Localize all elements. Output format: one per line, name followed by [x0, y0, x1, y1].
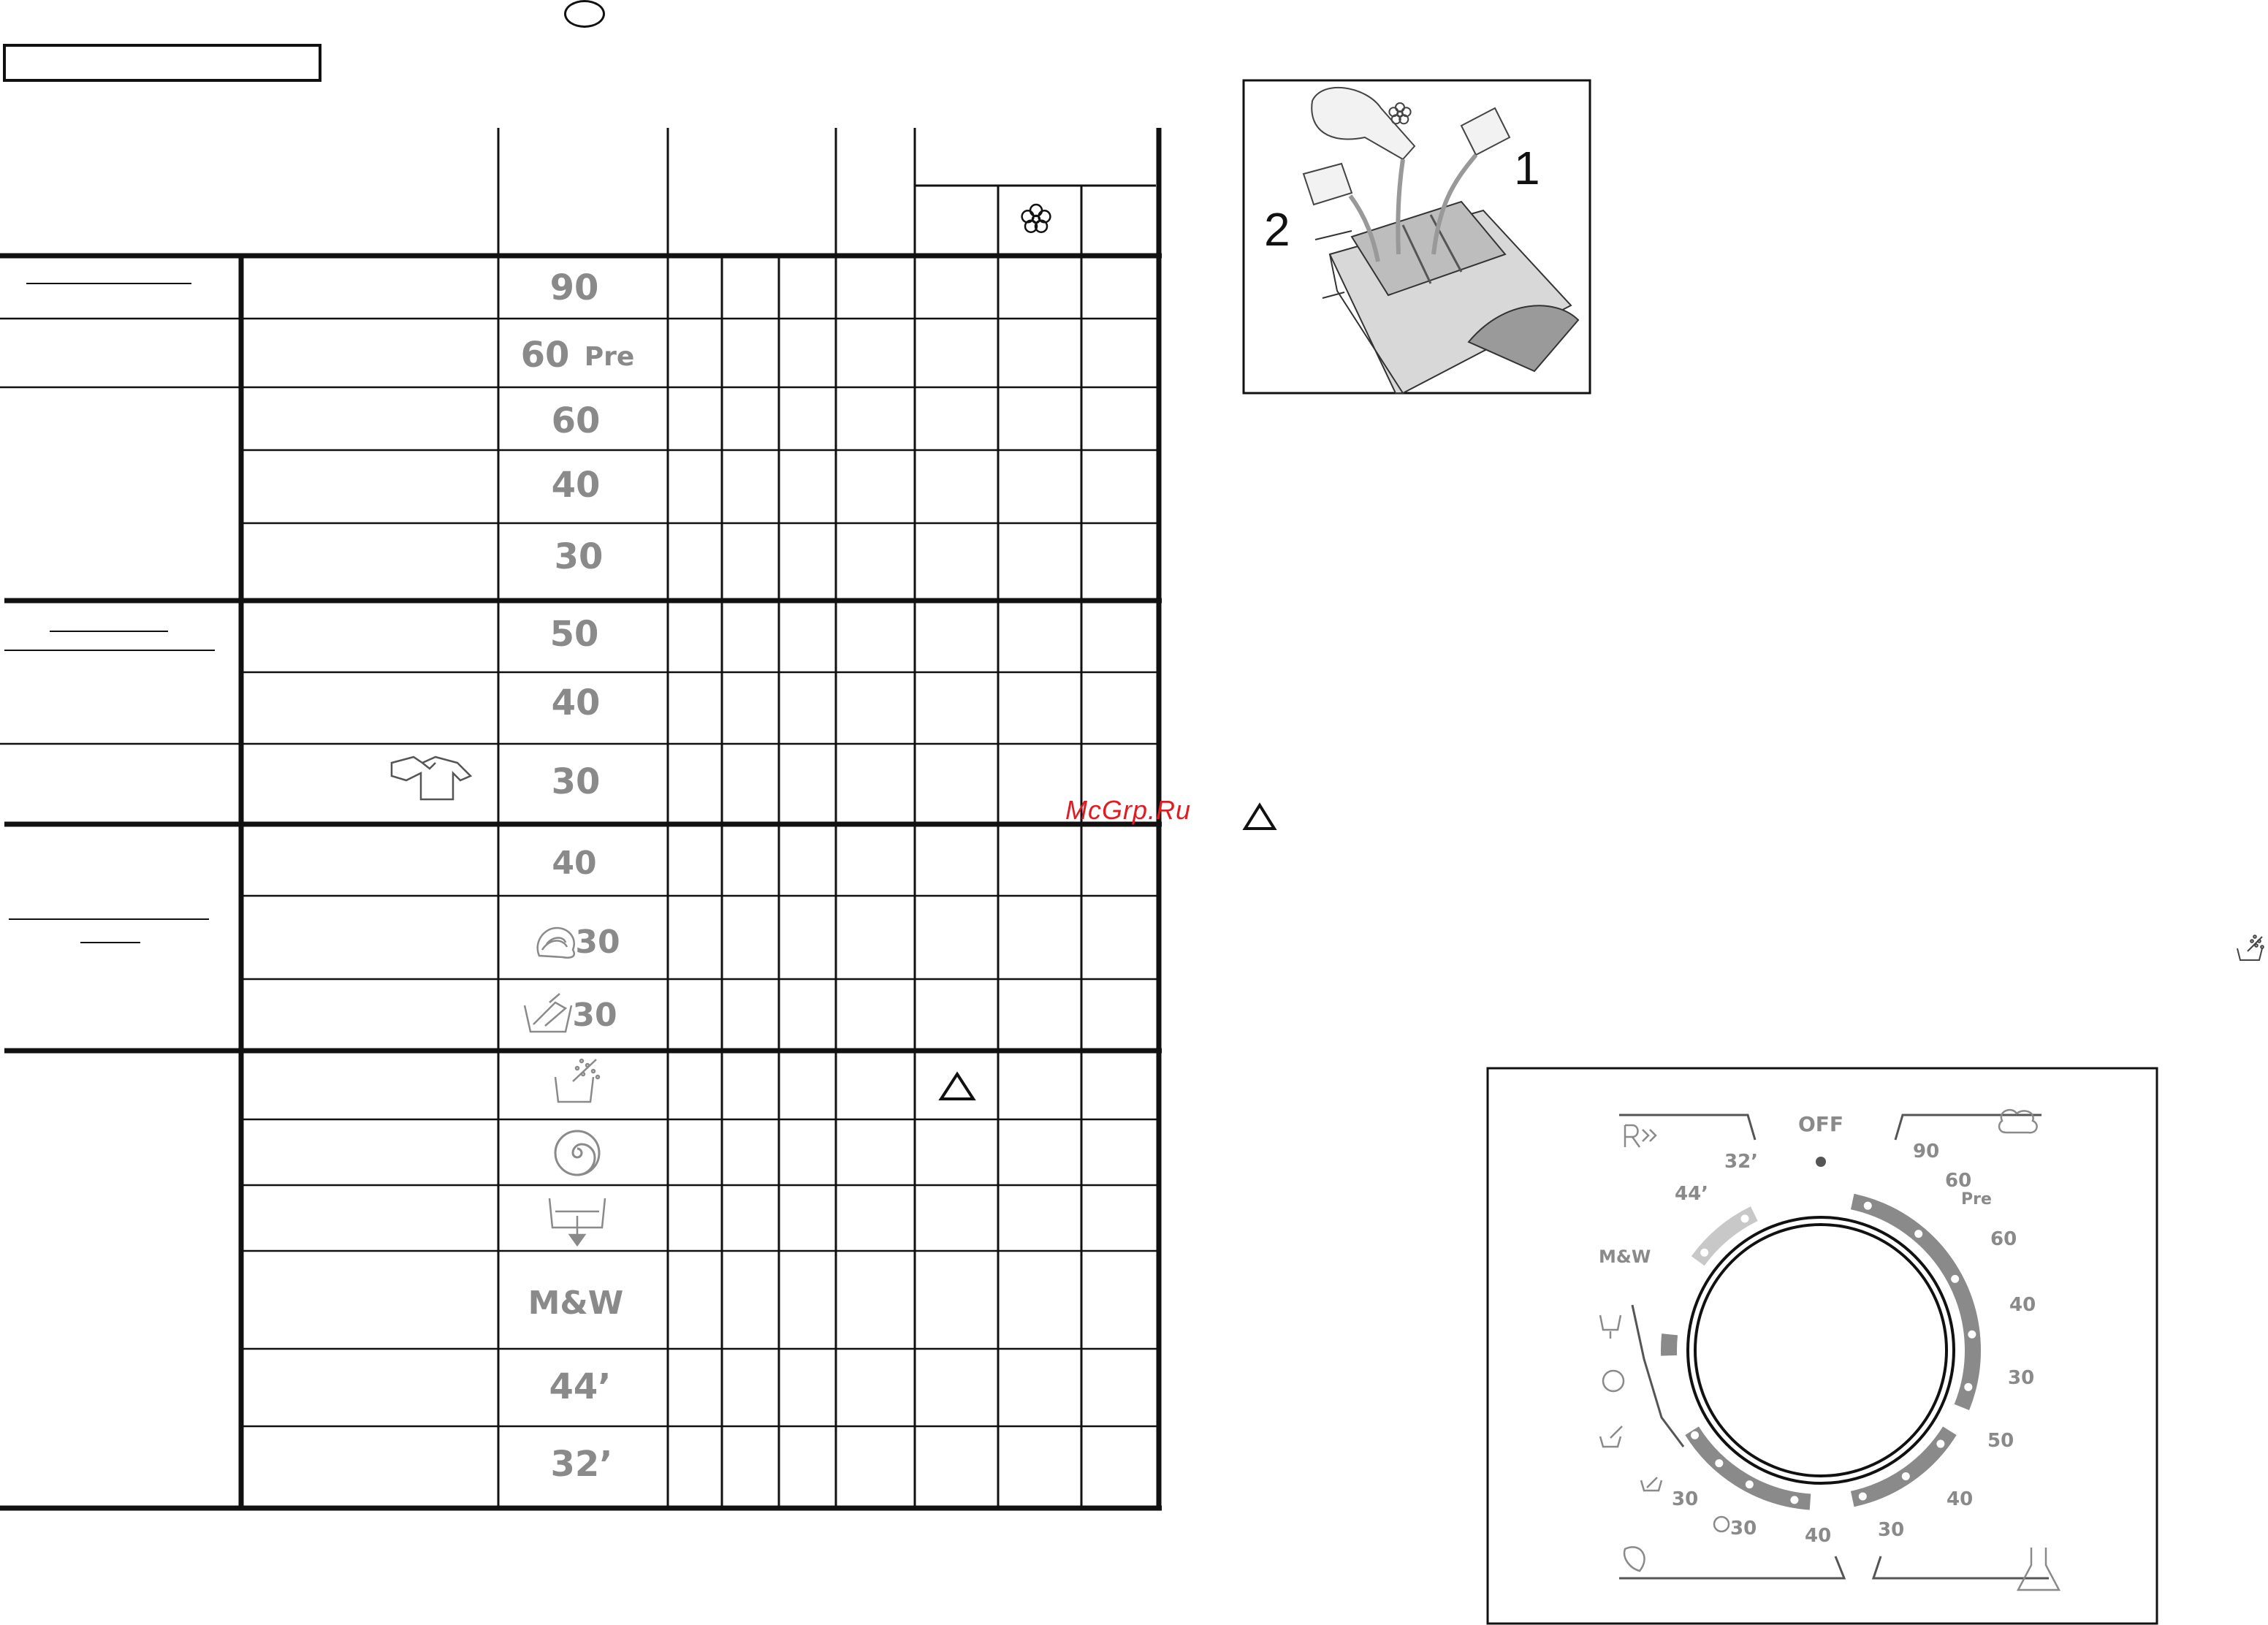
drain-icon: [549, 1198, 605, 1245]
dial-position-dot: [1968, 1331, 1976, 1339]
dial-cotton-60: 60: [1945, 1170, 1972, 1192]
dial-cotton-60b: 60: [1990, 1228, 2017, 1250]
dial-cotton-pre: Pre: [1961, 1190, 1992, 1209]
prog-suffix-pre: Pre: [584, 342, 635, 372]
rinse-icon: [555, 1059, 599, 1102]
prog-temp-50: 50: [549, 614, 599, 655]
dial-off-dot: [1816, 1157, 1826, 1167]
prog-temp-90: 90: [549, 267, 599, 308]
language-badge: [564, 0, 605, 28]
prog-label-32: 32’: [550, 1444, 613, 1485]
dial-synth-30: 30: [1878, 1519, 1905, 1541]
prog-temp-40-delicate: 40: [552, 845, 597, 882]
flower-softener-icon: [1022, 205, 1051, 232]
dial-position-dot: [1964, 1383, 1972, 1391]
dial-position-dot: [1741, 1214, 1749, 1222]
dial-cotton-40: 40: [2009, 1294, 2036, 1316]
dial-hand-30: 30: [1672, 1488, 1699, 1510]
watermark-text: McGrp.Ru: [1065, 795, 1192, 825]
prog-temp-30-shirt: 30: [551, 761, 601, 802]
programme-table: [0, 124, 1169, 1512]
hand-wash-icon: [525, 994, 571, 1032]
dial-synth-50: 50: [1987, 1430, 2014, 1452]
dial-cotton-90: 90: [1913, 1141, 1940, 1162]
dial-quick-44: 44’: [1675, 1183, 1709, 1205]
dial-position-dot: [1790, 1496, 1798, 1504]
dial-position-dot: [1914, 1230, 1922, 1238]
dial-quick-32: 32’: [1724, 1151, 1759, 1173]
spin-icon: [555, 1131, 599, 1175]
dial-cotton-30: 30: [2008, 1367, 2035, 1389]
dial-delicate-40: 40: [1805, 1525, 1832, 1547]
prog-temp-40: 40: [551, 465, 601, 506]
dial-position-dot: [1936, 1440, 1944, 1448]
warning-triangle-icon: [941, 1074, 973, 1099]
warning-triangle-standalone-icon: [1242, 801, 1277, 833]
prog-label-mw: M&W: [528, 1285, 624, 1322]
dial-special-dot: [1681, 1413, 1689, 1421]
dial-position-dot: [1715, 1459, 1723, 1467]
prog-temp-40-synth: 40: [551, 682, 601, 723]
prog-temp-30: 30: [554, 536, 604, 577]
dial-wool-30: 30: [1730, 1518, 1757, 1540]
dial-special-dot: [1667, 1367, 1675, 1375]
dial-position-dot: [1746, 1480, 1754, 1488]
wool-icon: [538, 928, 574, 958]
section-title-box: [3, 44, 321, 82]
dial-off-label: OFF: [1797, 1112, 1844, 1136]
dial-ring-mw: [1669, 1334, 1670, 1355]
dial-special-dot: [1674, 1398, 1682, 1407]
dial-mw-label: M&W: [1599, 1247, 1651, 1267]
prog-temp-60: 60: [551, 400, 601, 441]
rinse-edge-icon: [2233, 929, 2268, 964]
programme-dial-illustration: [1486, 1067, 2158, 1625]
dial-position-dot: [1951, 1275, 1959, 1283]
prog-label-44: 44’: [549, 1366, 612, 1407]
dial-synth-40: 40: [1947, 1488, 1974, 1510]
shirt-icon: [392, 757, 471, 799]
detergent-dispenser-illustration: [1242, 79, 1591, 395]
dial-knob-inner: [1695, 1225, 1947, 1476]
dial-position-dot: [1902, 1472, 1910, 1480]
dial-position-dot: [1859, 1492, 1867, 1500]
prog-temp-30-wool: 30: [575, 924, 620, 961]
dial-position-dot: [1864, 1202, 1872, 1210]
prog-temp-60pre: 60: [520, 335, 570, 376]
compartment-label-1: 1: [1514, 142, 1540, 194]
prog-temp-30-hand: 30: [572, 997, 617, 1034]
dial-position-dot: [1691, 1431, 1699, 1439]
compartment-label-2: 2: [1264, 203, 1290, 256]
dial-position-dot: [1700, 1249, 1708, 1257]
